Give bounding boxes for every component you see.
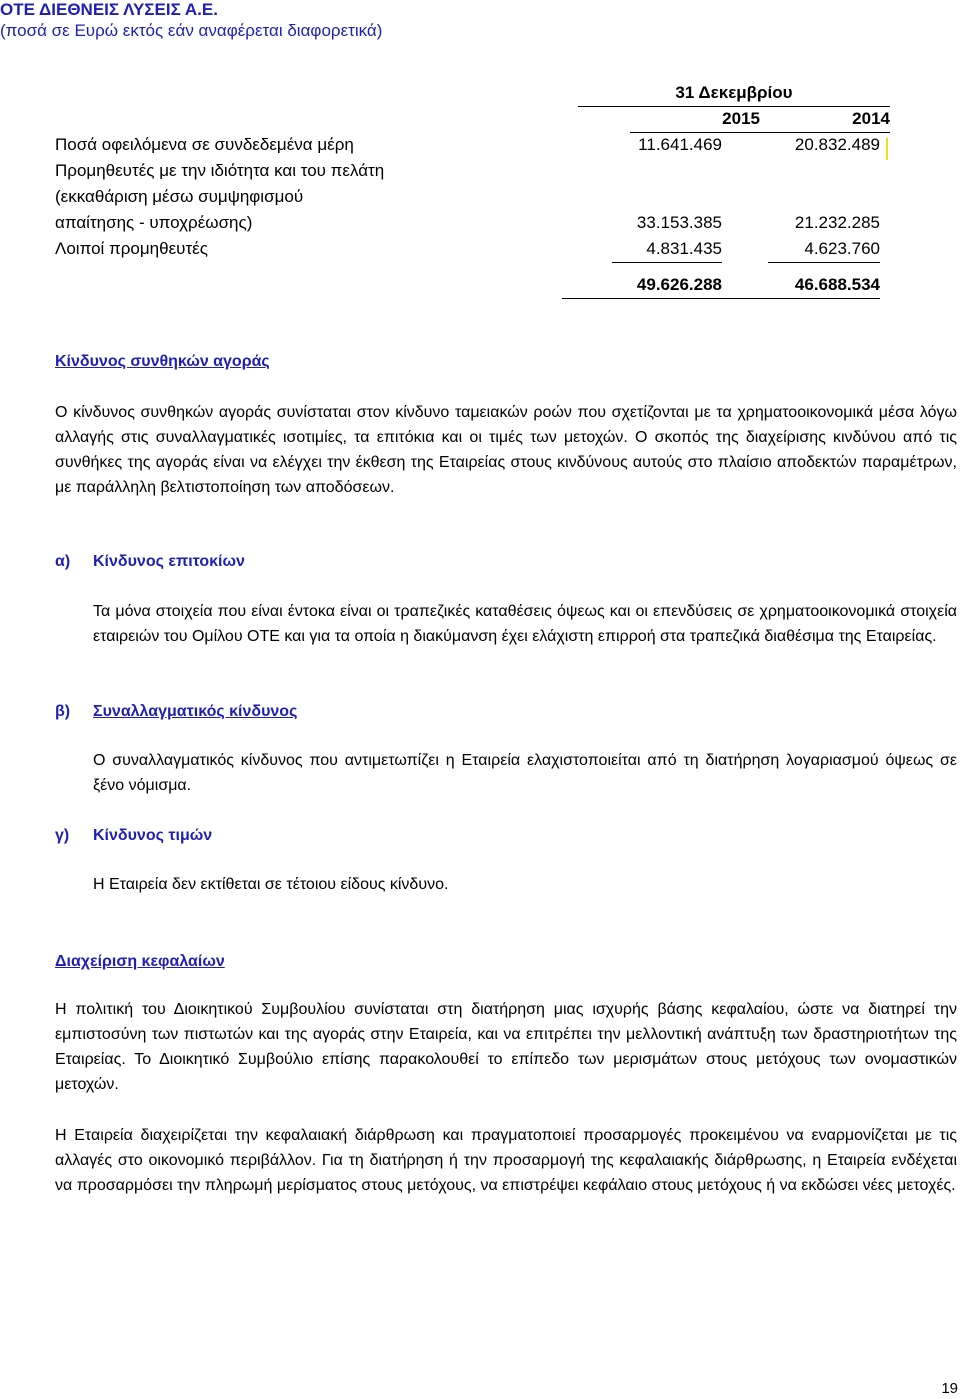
year-2014-header: 2014 <box>760 106 890 133</box>
period-header: 31 Δεκεμβρίου <box>578 80 890 107</box>
item-marker-c: γ) <box>55 827 70 844</box>
cursor-marker <box>886 138 888 160</box>
value-2014: 4.623.760 <box>768 236 880 263</box>
fx-risk-title: Συναλλαγματικός κίνδυνος <box>93 703 298 720</box>
total-row <box>55 272 895 298</box>
row-label: Ποσά οφειλόμενα σε συνδεδεμένα μέρη <box>55 135 354 154</box>
total-2014: 46.688.534 <box>720 272 880 299</box>
period-header-row <box>55 80 895 106</box>
capital-management-paragraph-2: Η Εταιρεία διαχειρίζεται την κεφαλαιακή διάρθρωση και πραγματοποιεί προσαρμογές προκειμένου να εναρμονίζεται με τις αλλαγές στο οικονομικό περιβάλλον. Για τη διατήρηση ή την προσαρμογή της κεφαλαιακής διάρθρωσης, η Εταιρεία ενδέχεται να προσαρμόσει την πληρωμή μερίσματος στους μετόχους, να επιστρέψει κεφάλαιο στους μετόχους ή να εκδώσει νέες μετοχές. <box>55 1127 957 1194</box>
table-row <box>55 132 895 158</box>
value-2015: 11.641.469 <box>638 135 722 154</box>
fx-risk-text: Ο συναλλαγματικός κίνδυνος που αντιμετωπίζει η Εταιρεία ελαχιστοποιείται από τη διατήρηση λογαριασμού όψεως σε ξένο νόμισμα. <box>93 752 957 794</box>
row-label: απαίτησης - υποχρέωσης) <box>55 213 253 232</box>
price-risk-title: Κίνδυνος τιμών <box>93 827 213 844</box>
value-2014: 20.832.489 <box>794 135 880 154</box>
table-row <box>55 184 895 210</box>
currency-note: (ποσά σε Ευρώ εκτός εάν αναφέρεται διαφορετικά) <box>0 21 383 40</box>
row-label: Προμηθευτές με την ιδιότητα και του πελάτη <box>55 161 385 180</box>
year-header-row <box>55 106 895 132</box>
total-2015: 49.626.288 <box>562 272 722 299</box>
table-row <box>55 236 895 262</box>
price-risk-text: Η Εταιρεία δεν εκτίθεται σε τέτοιου είδους κίνδυνο. <box>93 876 449 893</box>
table-row <box>55 158 895 184</box>
value-2014: 21.232.285 <box>794 213 880 232</box>
capital-management-title: Διαχείριση κεφαλαίων <box>55 953 225 970</box>
value-2015: 4.831.435 <box>612 236 722 263</box>
capital-management-paragraph-1: Η πολιτική του Διοικητικού Συμβουλίου συνίσταται στη διατήρηση μιας ισχυρής βάσης κεφαλαίου, ώστε να διατηρεί την εμπιστοσύνη των πιστωτών και της αγοράς στην Εταιρεία, και να επιτρέπει την μελλοντική ανάπτυξη των δραστηριοτήτων της Εταιρείας. Το Διοικητικό Συμβούλιο επίσης παρακολουθεί το επίπεδο των μερισμάτων στους μετόχους των ονομαστικών μετοχών. <box>55 1001 957 1093</box>
row-label: (εκκαθάριση μέσω συμψηφισμού <box>55 187 304 206</box>
interest-rate-risk-title: Κίνδυνος επιτοκίων <box>93 553 245 570</box>
row-label: Λοιποί προμηθευτές <box>55 239 208 258</box>
year-2015-header: 2015 <box>630 106 760 133</box>
market-risk-title: Κίνδυνος συνθηκών αγοράς <box>55 353 270 370</box>
page-number: 19 <box>941 1380 958 1397</box>
table-row <box>55 210 895 236</box>
value-2015: 33.153.385 <box>636 213 722 232</box>
item-marker-a: α) <box>55 553 71 570</box>
company-name: ΟΤΕ ΔΙΕΘΝΕΙΣ ΛΥΣΕΙΣ Α.Ε. <box>0 0 218 19</box>
interest-rate-risk-text: Τα μόνα στοιχεία που είναι έντοκα είναι οι τραπεζικές καταθέσεις όψεως και οι επενδύσεις σε χρηματοοικονομικά στοιχεία εταιρειών του Ομίλου ΟΤΕ και για τα οποία η διακύμανση έχει ελάχιστη επιρροή στα τραπεζικά διαθέσιμα της Εταιρείας. <box>93 603 957 645</box>
item-marker-b: β) <box>55 703 71 720</box>
market-risk-paragraph: Ο κίνδυνος συνθηκών αγοράς συνίσταται στον κίνδυνο ταμειακών ροών που σχετίζονται με τα χρηματοοικονομικά μέσα λόγω αλλαγής στις συναλλαγματικές ισοτιμίες, τα επιτόκια και οι τιμές των μετοχών. Ο σκοπός της διαχείρισης κινδύνου από τις συνθήκες της αγοράς είναι να ελέγχει την έκθεση της Εταιρείας στους κινδύνους αυτούς στο πλαίσιο αποδεκτών παραμέτρων, με παράλληλη βελτιστοποίηση των αποδόσεων. <box>55 404 957 496</box>
